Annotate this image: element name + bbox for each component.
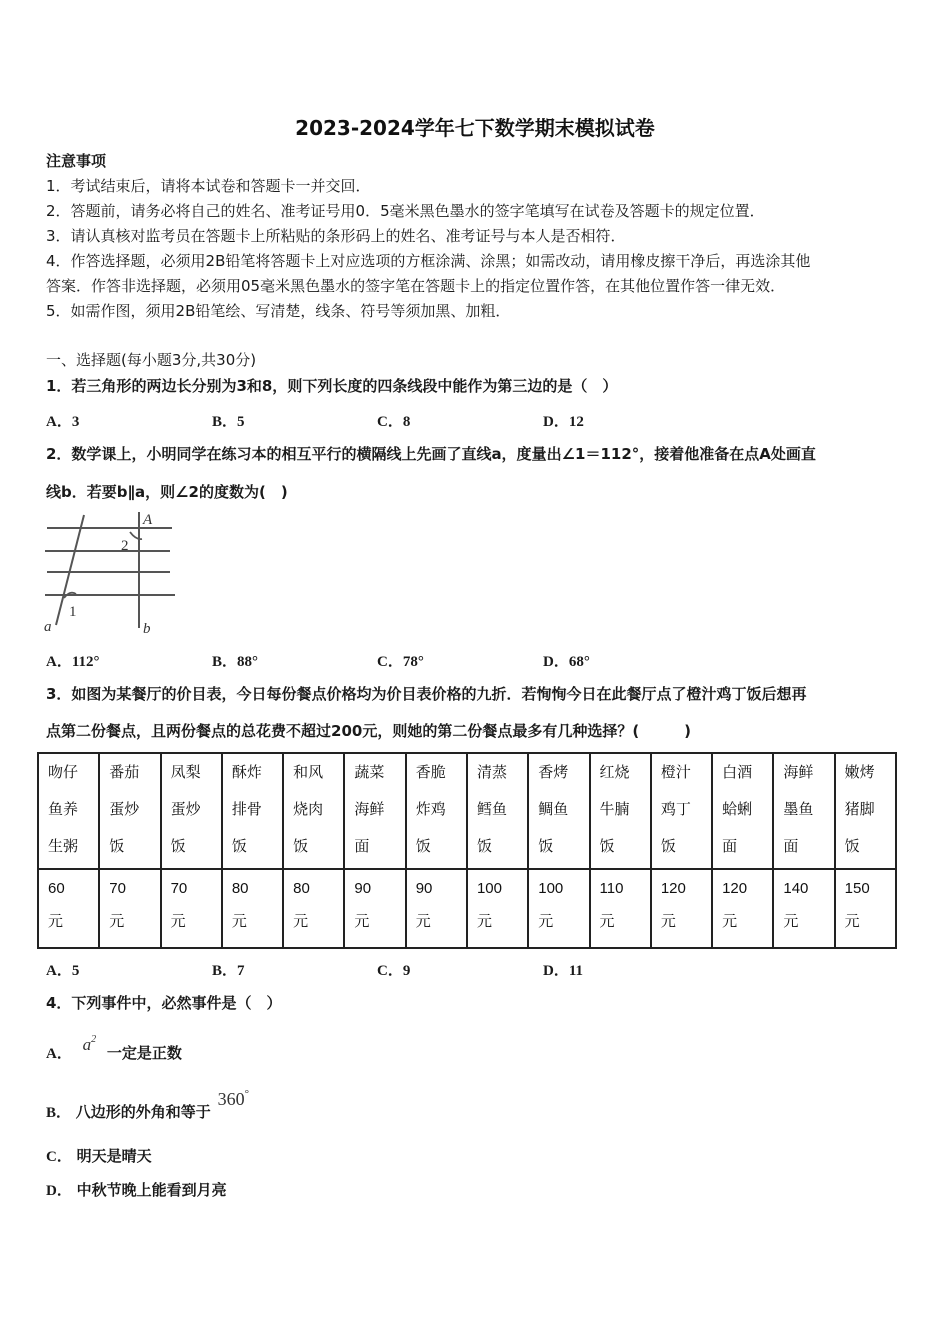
q2-option-d: D．68°	[543, 654, 590, 670]
menu-item-price: 120 元	[651, 869, 712, 948]
math-expression: a	[82, 1035, 92, 1054]
q4-option-d: D． 中秋节晚上能看到月亮	[46, 1181, 227, 1199]
menu-item-name: 红烧 牛腩 饭	[590, 753, 651, 869]
menu-item-price: 70 元	[99, 869, 160, 948]
notice-item-4-cont: 答案．作答非选择题，必须用05毫米黑色墨水的签字笔在答题卡上的指定位置作答，在其他位置作答一律无效．	[46, 277, 786, 295]
menu-item-name: 海鲜 墨鱼 面	[773, 753, 834, 869]
notice-item-1: 1．考试结束后，请将本试卷和答题卡一并交回．	[46, 177, 371, 195]
notice-item-4: 4．作答选择题，必须用2B铅笔将答题卡上对应选项的方框涂满、涂黑；如需改动，请用橡皮擦干净后，再选涂其他	[46, 252, 811, 270]
menu-item-price: 120 元	[712, 869, 773, 948]
question-1-text: 1．若三角形的两边长分别为3和8，则下列长度的四条线段中能作为第三边的是（ ）	[46, 377, 618, 395]
menu-item-name: 蔬菜 海鲜 面	[344, 753, 405, 869]
q4-option-b: B． 八边形的外角和等于 360°	[46, 1088, 249, 1121]
svg-text:2: 2	[121, 538, 129, 554]
menu-price-table	[37, 752, 897, 949]
q3-option-d: D．11	[543, 963, 584, 979]
menu-item-price: 80 元	[222, 869, 283, 948]
menu-item-price: 70 元	[161, 869, 222, 948]
q4-option-c: C． 明天是晴天	[46, 1147, 152, 1165]
menu-item-price: 110 元	[590, 869, 651, 948]
question-2-text-line1: 2．数学课上，小明同学在练习本的相互平行的横隔线上先画了直线a，度量出∠1＝112°，接着他准备在点A处画直	[46, 445, 816, 463]
notice-item-3: 3．请认真核对监考员在答题卡上所粘贴的条形码上的姓名、准考证号与本人是否相符．	[46, 227, 626, 245]
menu-item-name: 香烤 鲷鱼 饭	[528, 753, 589, 869]
q1-option-d: D．12	[543, 414, 584, 430]
menu-item-price: 90 元	[406, 869, 467, 948]
menu-item-name: 橙汁 鸡丁 饭	[651, 753, 712, 869]
q2-option-a: A．112°	[46, 654, 100, 670]
menu-item-name: 香脆 炸鸡 饭	[406, 753, 467, 869]
q3-option-a: A．5	[46, 963, 80, 979]
q2-option-b: B．88°	[212, 654, 259, 670]
svg-text:b: b	[143, 621, 151, 637]
question-4-text: 4．下列事件中，必然事件是（ ）	[46, 994, 282, 1012]
question-3-text-line2: 点第二份餐点，且两份餐点的总花费不超过200元，则她的第二份餐点最多有几种选择？( )	[46, 722, 692, 740]
q1-option-b: B．5	[212, 414, 245, 430]
menu-item-price: 140 元	[773, 869, 834, 948]
menu-item-name: 和风 烧肉 饭	[283, 753, 344, 869]
menu-item-name: 酥炸 排骨 饭	[222, 753, 283, 869]
notice-item-2: 2．答题前，请务必将自己的姓名、准考证号用0．5毫米黑色墨水的签字笔填写在试卷及答题卡的规定位置．	[46, 202, 765, 220]
question-3-text-line1: 3．如图为某餐厅的价目表，今日每份餐点价格均为价目表价格的九折．若恂恂今日在此餐厅点了橙汁鸡丁饭后想再	[46, 685, 807, 703]
q3-option-c: C．9	[377, 963, 411, 979]
menu-item-name: 吻仔 鱼养 生粥	[38, 753, 99, 869]
menu-item-price: 90 元	[344, 869, 405, 948]
q2-option-c: C．78°	[377, 654, 424, 670]
math-expression: 360	[217, 1089, 245, 1109]
menu-item-name: 凤梨 蛋炒 饭	[161, 753, 222, 869]
q1-option-c: C．8	[377, 414, 411, 430]
q3-option-b: B．7	[212, 963, 245, 979]
menu-item-name: 番茄 蛋炒 饭	[99, 753, 160, 869]
menu-item-price: 80 元	[283, 869, 344, 948]
question-2-text-line2: 线b．若要b∥a，则∠2的度数为( )	[46, 483, 288, 501]
menu-prices-row	[38, 869, 896, 948]
svg-text:a: a	[44, 619, 52, 635]
svg-text:A: A	[143, 512, 153, 528]
q4-option-a: A． $a^2$ 一定是正数	[46, 1034, 182, 1062]
menu-item-price: 60 元	[38, 869, 99, 948]
page-title: 2023-2024学年七下数学期末模拟试卷	[295, 116, 655, 140]
menu-item-name: 清蒸 鳕鱼 饭	[467, 753, 528, 869]
menu-item-name: 嫩烤 猪脚 饭	[835, 753, 896, 869]
parallel-lines-figure	[40, 510, 190, 640]
menu-names-row	[38, 753, 896, 869]
menu-item-price: 150 元	[835, 869, 896, 948]
menu-item-price: 100 元	[467, 869, 528, 948]
parallel-lines-diagram-icon	[40, 510, 190, 640]
svg-text:1: 1	[69, 604, 77, 620]
q1-option-a: A．3	[46, 414, 80, 430]
menu-item-price: 100 元	[528, 869, 589, 948]
notice-heading: 注意事项	[46, 152, 107, 170]
menu-item-name: 白酒 蛤蜊 面	[712, 753, 773, 869]
section-heading: 一、选择题(每小题3分,共30分)	[46, 351, 257, 369]
notice-item-5: 5．如需作图，须用2B铅笔绘、写清楚，线条、符号等须加黑、加粗．	[46, 302, 511, 320]
